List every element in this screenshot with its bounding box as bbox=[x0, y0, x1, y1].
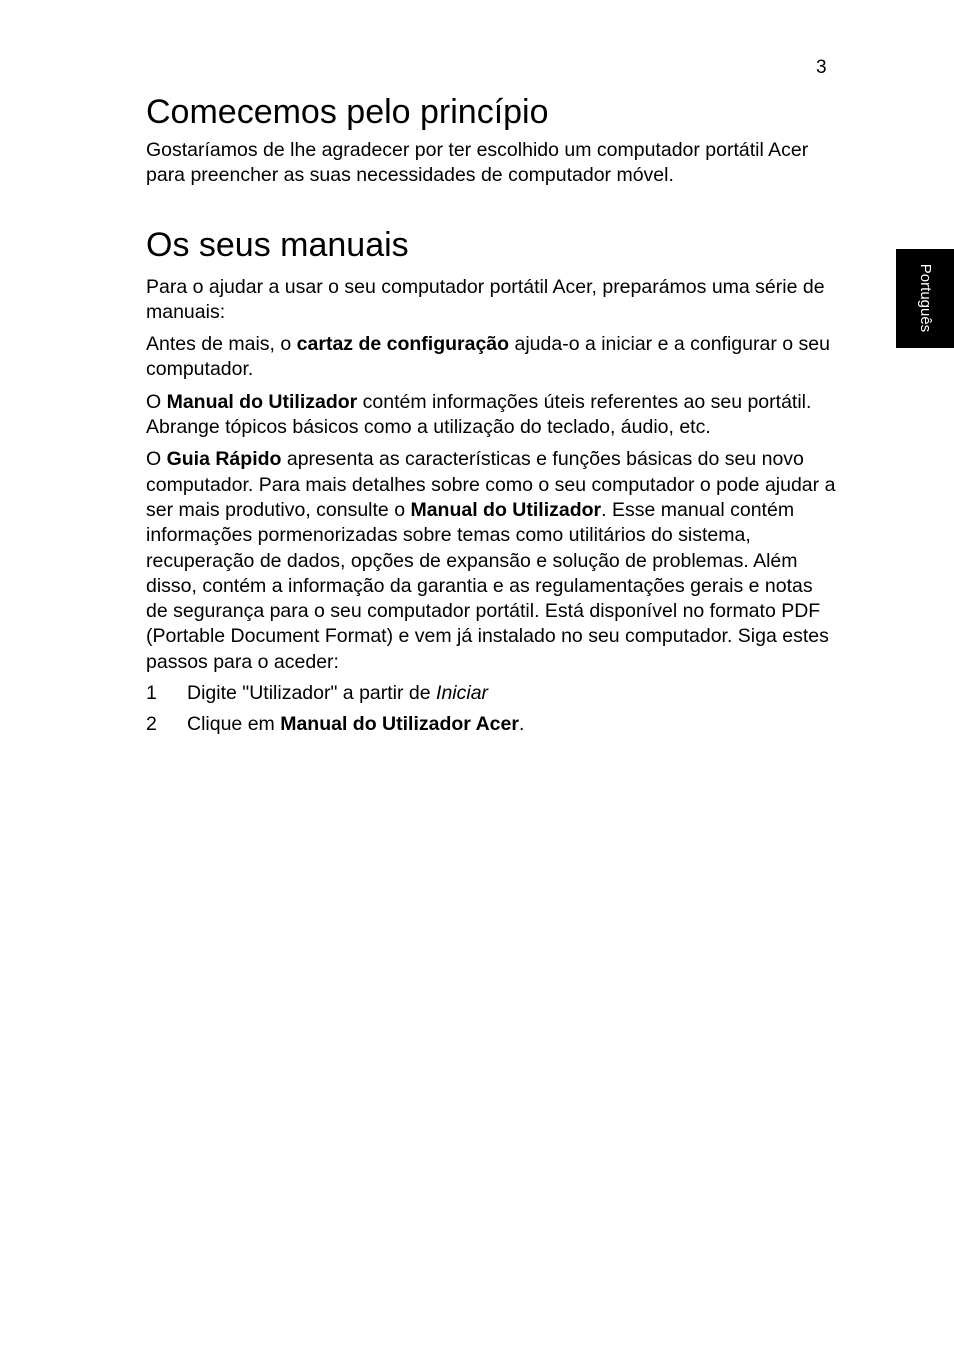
step-text: Digite "Utilizador" a partir de bbox=[187, 682, 437, 705]
text-span: . Esse manual contém informações pormenorizadas sobre temas como utilitários do sistema, recuperação de dados, opções de expansão e solução de problemas. Além disso, contém a informação da garantia e as regulamentações gerais e notas de segurança para o seu computador portátil. Está disponível no formato PDF (Portable Document Format) e vem já instalado no seu computador. Siga estes passos para o aceder: bbox=[146, 498, 829, 673]
start-term: Iniciar bbox=[436, 682, 489, 705]
quick-guide-term: Guia Rápido bbox=[166, 448, 282, 471]
step-number: 1 bbox=[146, 682, 157, 705]
page-number: 3 bbox=[816, 57, 827, 78]
steps-list bbox=[146, 681, 836, 738]
setup-poster-paragraph bbox=[146, 332, 836, 383]
text-span: ajuda-o a iniciar e a configurar o seu computador. bbox=[146, 333, 830, 381]
section-title-getting-started: Comecemos pelo princípio bbox=[146, 93, 549, 131]
user-manual-paragraph bbox=[146, 390, 836, 441]
text-span: Antes de mais, o bbox=[146, 333, 297, 356]
step-item bbox=[146, 712, 836, 737]
language-tab-label: Português bbox=[917, 263, 934, 333]
quick-guide-paragraph bbox=[146, 447, 836, 675]
step-text-end: . bbox=[518, 713, 525, 736]
page-content bbox=[146, 92, 836, 738]
language-tab bbox=[896, 249, 954, 348]
text-span: O bbox=[146, 448, 167, 471]
user-manual-term: Manual do Utilizador bbox=[166, 390, 358, 413]
text-span: contém informações úteis referentes ao seu portátil. Abrange tópicos básicos como a utilização do teclado, áudio, etc. bbox=[146, 390, 812, 439]
text-span: O bbox=[146, 390, 167, 413]
acer-user-manual-term: Manual do Utilizador Acer bbox=[280, 713, 519, 736]
text-span: apresenta as características e funções básicas do seu novo computador. Para mais detalhes sobre como o seu computador o pode ajudar a ser mais produtivo, consulte o bbox=[146, 448, 836, 521]
step-number: 2 bbox=[146, 713, 157, 736]
user-manual-term: Manual do Utilizador bbox=[410, 498, 602, 521]
step-item bbox=[146, 681, 836, 706]
intro-paragraph: Gostaríamos de lhe agradecer por ter escolhido um computador portátil Acer para preencher as suas necessidades de computador móvel. bbox=[146, 139, 809, 187]
step-text: Clique em bbox=[187, 713, 281, 736]
setup-poster-term: cartaz de configuração bbox=[296, 333, 510, 356]
manuals-intro-paragraph: Para o ajudar a usar o seu computador portátil Acer, preparámos uma série de manuais: bbox=[146, 275, 825, 323]
section-title-manuals: Os seus manuais bbox=[146, 225, 409, 264]
